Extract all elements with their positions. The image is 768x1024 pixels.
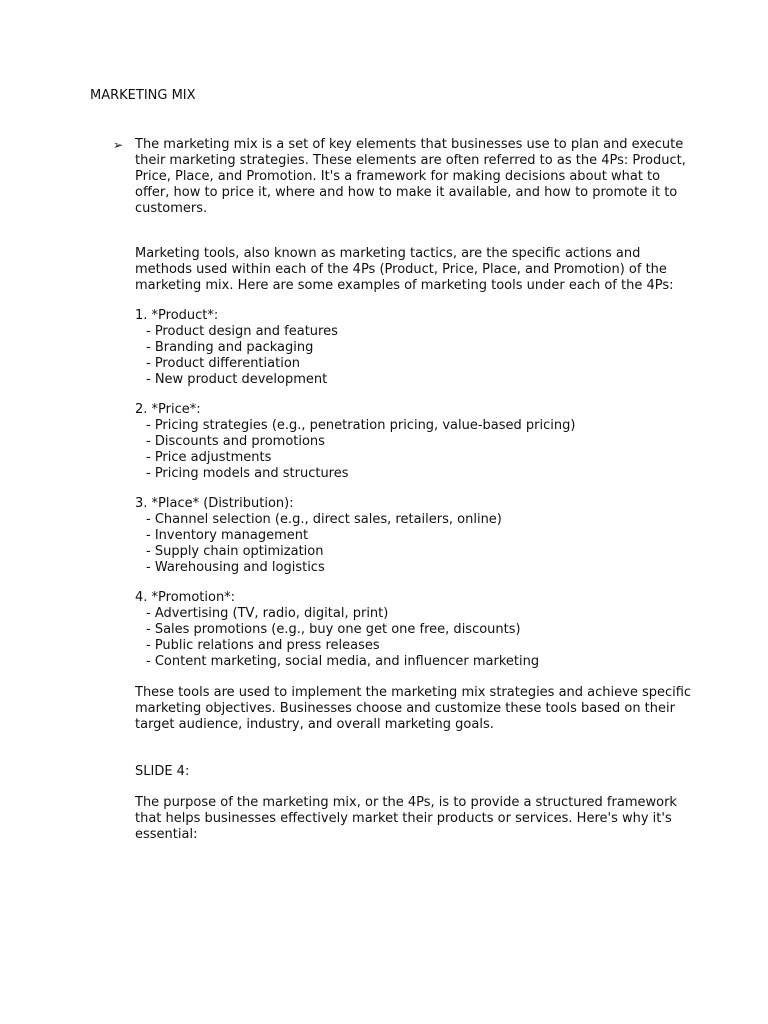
purpose-block <box>135 795 695 843</box>
list-item: - Price adjustments <box>146 450 272 465</box>
list-item: - Product differentiation <box>146 356 301 371</box>
closing-paragraph: These tools are used to implement the marketing mix strategies and achieve specific marketing objectives. Businesses choose and customize these tools based on their target audience, industry, and overall marketing goals. <box>135 685 692 732</box>
promotion-section <box>135 590 695 670</box>
section-heading: 1. *Product*: <box>135 308 219 323</box>
slide-label-block <box>135 764 695 780</box>
list-item: - Branding and packaging <box>146 340 314 355</box>
document-title: MARKETING MIX <box>90 88 196 103</box>
intro-paragraph: The marketing mix is a set of key elements that businesses use to plan and execute their marketing strategies. These elements are often referred to as the 4Ps: Product, Price, Place, and Promotion. It's a framework for making decisions about what to offer, how to price it, where and how to make it available, and how to promote it to customers. <box>135 137 686 216</box>
section-heading: 2. *Price*: <box>135 402 201 417</box>
list-item: - New product development <box>146 372 328 387</box>
list-item: - Warehousing and logistics <box>146 560 325 575</box>
list-item: - Advertising (TV, radio, digital, print) <box>146 606 389 621</box>
purpose-paragraph: The purpose of the marketing mix, or the 4Ps, is to provide a structured framework that helps businesses effectively market their products or services. Here's why it's essential: <box>135 795 677 842</box>
list-item: - Inventory management <box>146 528 309 543</box>
tools-intro-paragraph: Marketing tools, also known as marketing tactics, are the specific actions and methods used within each of the 4Ps (Product, Price, Place, and Promotion) of the marketing mix. Here are some examples of marketing tools under each of the 4Ps: <box>135 246 674 293</box>
arrow-bullet-icon: ➢ <box>113 138 124 152</box>
list-item: - Supply chain optimization <box>146 544 324 559</box>
product-section <box>135 308 695 388</box>
list-item: - Pricing strategies (e.g., penetration pricing, value-based pricing) <box>146 418 576 433</box>
list-item: - Pricing models and structures <box>146 466 349 481</box>
place-section <box>135 496 695 576</box>
list-item: - Channel selection (e.g., direct sales, retailers, online) <box>146 512 502 527</box>
list-item: - Public relations and press releases <box>146 638 380 653</box>
slide-label: SLIDE 4: <box>135 764 190 779</box>
tools-intro-block <box>135 246 695 294</box>
list-item: - Product design and features <box>146 324 338 339</box>
closing-block <box>135 685 695 733</box>
section-heading: 4. *Promotion*: <box>135 590 236 605</box>
list-item: - Discounts and promotions <box>146 434 325 449</box>
list-item: - Content marketing, social media, and influencer marketing <box>146 654 540 669</box>
price-section <box>135 402 695 482</box>
list-item: - Sales promotions (e.g., buy one get one free, discounts) <box>146 622 521 637</box>
section-heading: 3. *Place* (Distribution): <box>135 496 294 511</box>
